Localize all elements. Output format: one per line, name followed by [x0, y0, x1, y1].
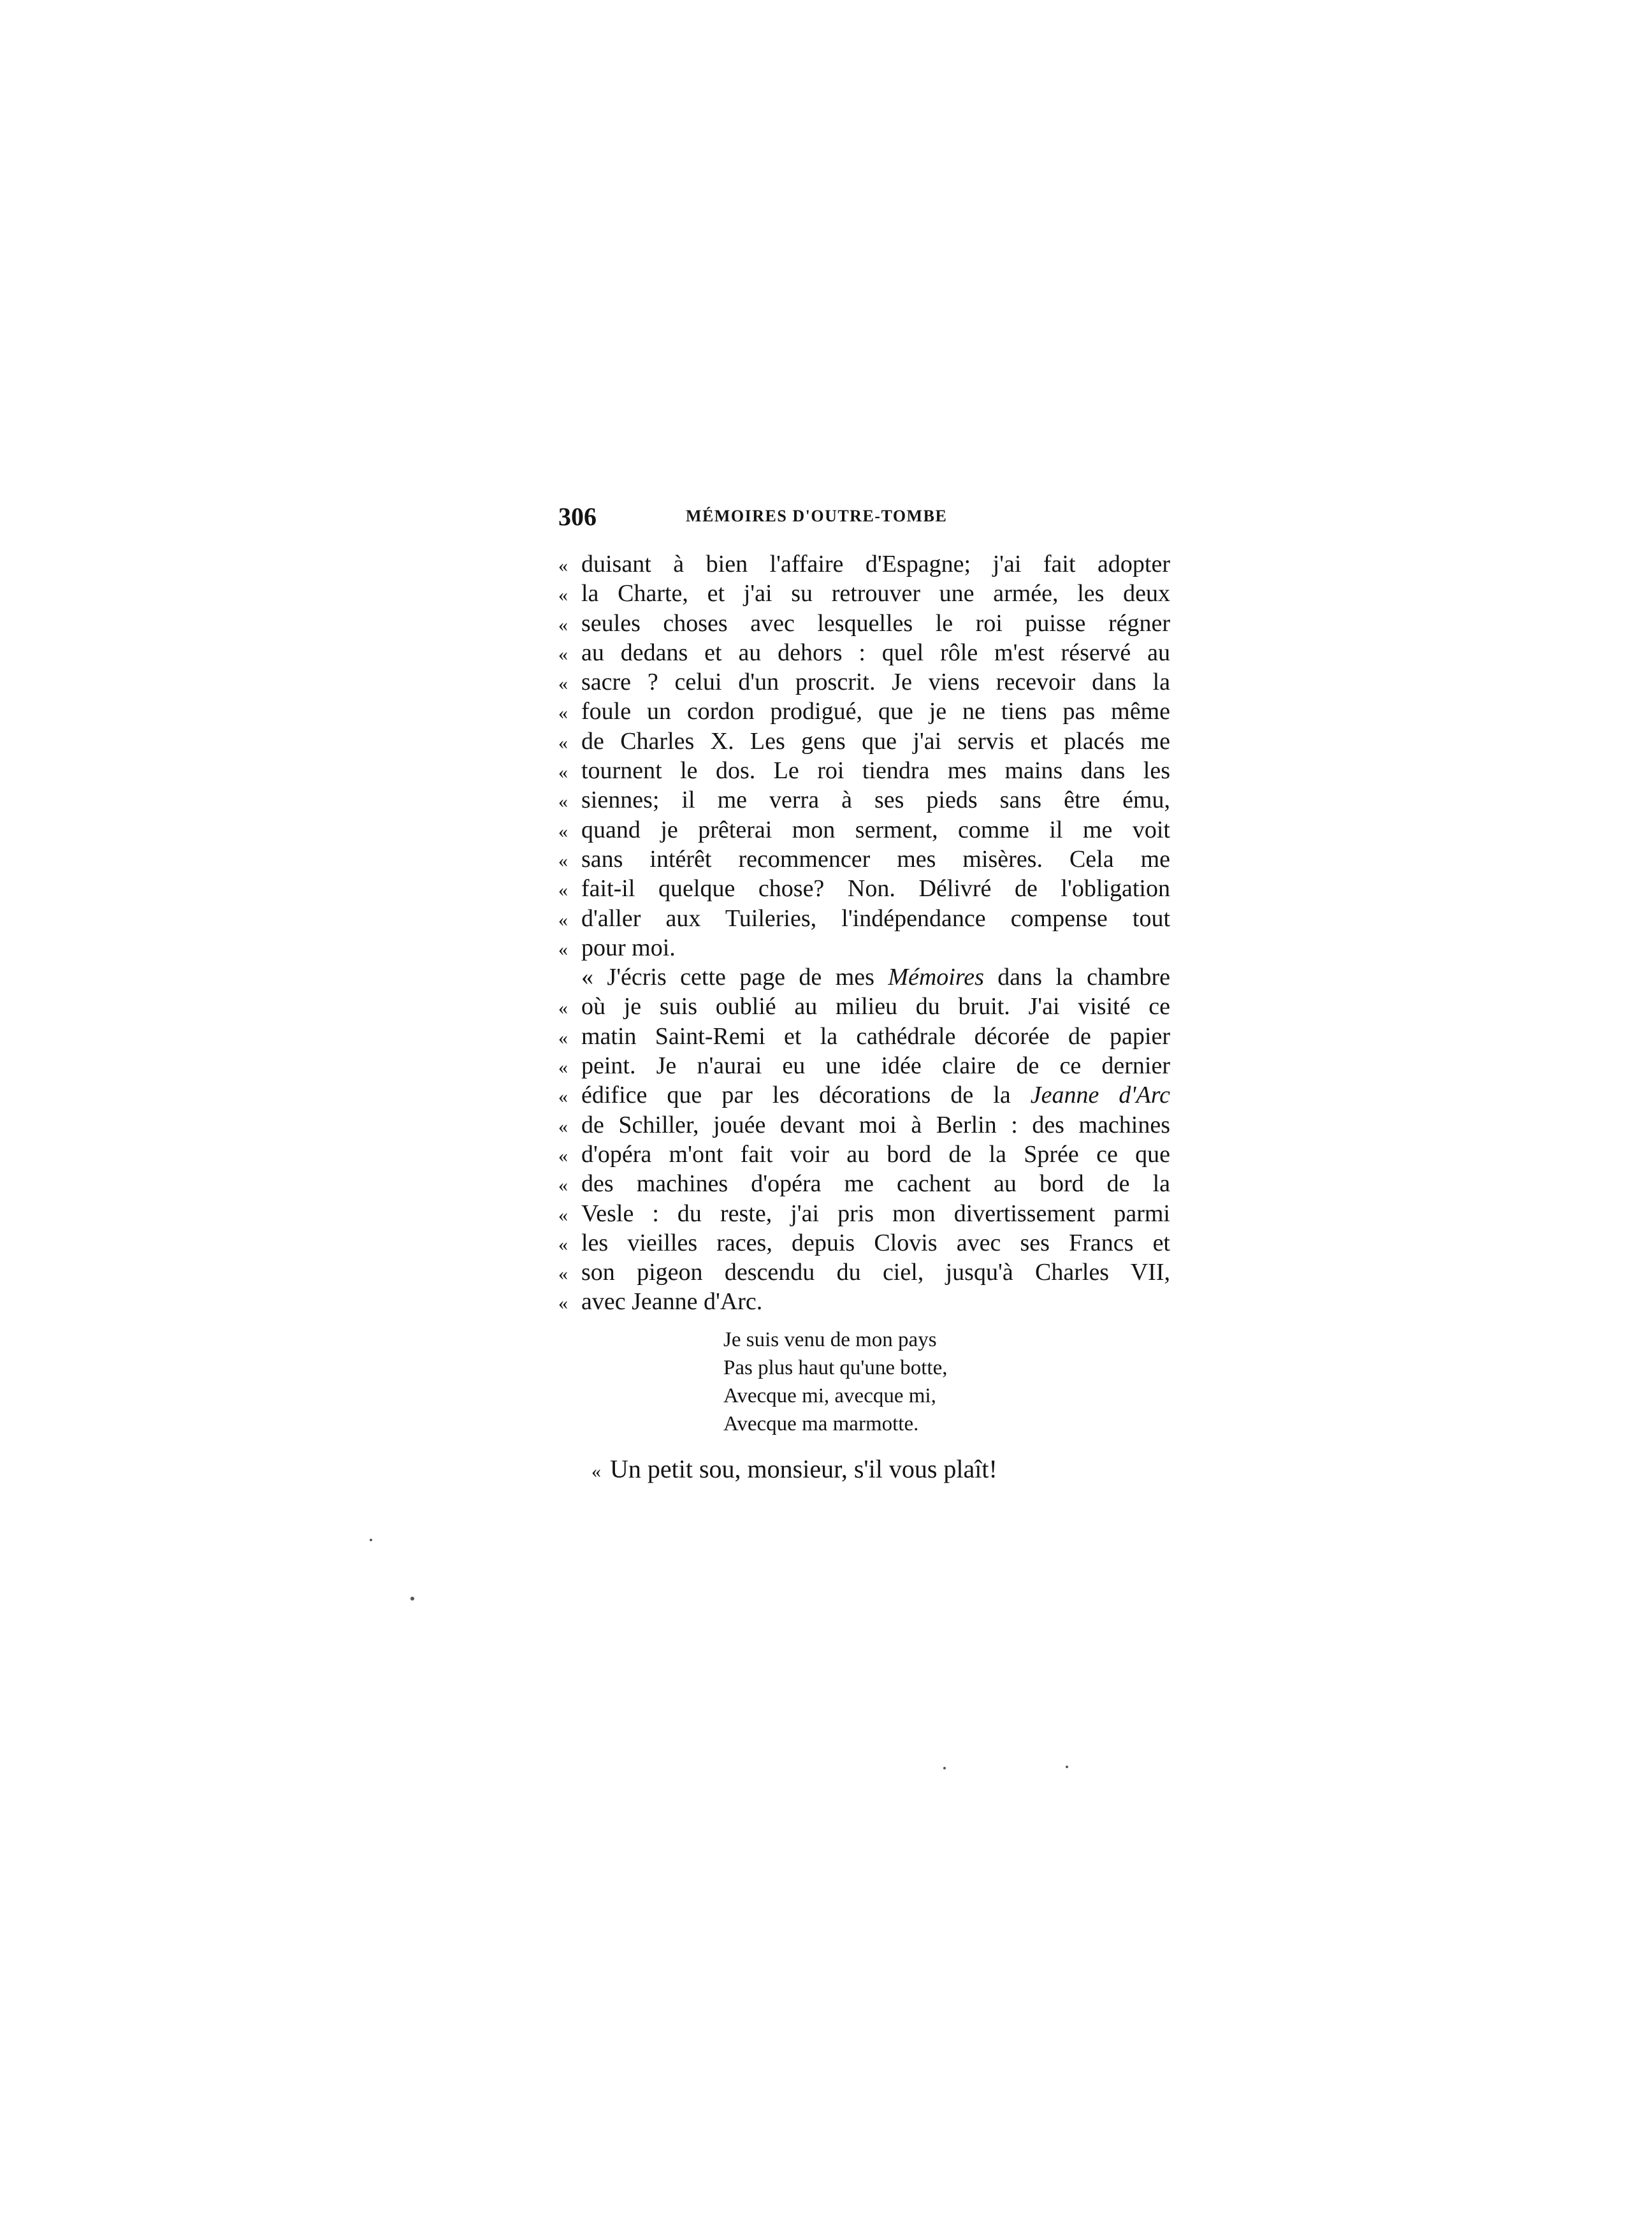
guillemet-mark: « — [558, 762, 568, 783]
running-title: MÉMOIRES D'OUTRE-TOMBE — [686, 507, 948, 525]
paragraph-first-line — [558, 962, 1170, 992]
italic-title: Jeanne d'Arc — [1030, 1082, 1170, 1109]
text-line — [558, 815, 1170, 845]
text-line — [558, 1080, 1170, 1110]
guillemet-mark: « — [558, 1293, 568, 1314]
text-line — [558, 845, 1170, 874]
guillemet-mark: « — [558, 673, 568, 695]
line-text: avec Jeanne d'Arc. — [581, 1288, 763, 1316]
line-text: les vieilles races, depuis Clovis avec ses Francs et — [581, 1229, 1170, 1256]
body-text — [558, 549, 1170, 1317]
scan-speck — [370, 1539, 372, 1541]
text-line — [558, 579, 1170, 608]
text-line — [558, 992, 1170, 1021]
guillemet-mark: « — [558, 1027, 568, 1049]
verse-line: Avecque ma marmotte. — [723, 1412, 919, 1435]
guillemet-mark: « — [558, 820, 568, 842]
guillemet-mark: « — [558, 643, 568, 665]
scan-speck — [410, 1597, 414, 1601]
line-text: fait-il quelque chose? Non. Délivré de l'obligation — [581, 875, 1170, 903]
line-text — [581, 1080, 1170, 1110]
line-text — [581, 962, 1170, 992]
text-line — [558, 727, 1170, 756]
line-text: sacre ? celui d'un proscrit. Je viens recevoir dans la — [581, 669, 1170, 696]
page-header — [558, 501, 1170, 533]
closing-text: Un petit sou, monsieur, s'il vous plaît! — [610, 1455, 997, 1483]
verse-line: Avecque mi, avecque mi, — [723, 1384, 936, 1407]
text-line — [558, 1169, 1170, 1198]
guillemet-mark: « — [558, 702, 568, 724]
text-line — [558, 1140, 1170, 1169]
text-line — [558, 1051, 1170, 1080]
text-line — [558, 933, 1170, 962]
line-text: Vesle : du reste, j'ai pris mon divertissement parmi — [581, 1200, 1170, 1227]
guillemet-mark: « — [558, 1204, 568, 1226]
guillemet-mark: « — [558, 1115, 568, 1137]
line-text: peint. Je n'aurai eu une idée claire de ce dernier — [581, 1052, 1170, 1080]
line-text: matin Saint-Remi et la cathédrale décorée de papier — [581, 1022, 1170, 1050]
line-text: de Charles X. Les gens que j'ai servis et placés me — [581, 727, 1170, 755]
line-text: quand je prêterai mon serment, comme il me voit — [581, 816, 1170, 843]
guillemet-mark: « — [558, 1057, 568, 1078]
line-text: duisant à bien l'affaire d'Espagne; j'ai fait adopter — [581, 551, 1170, 577]
text-line — [558, 874, 1170, 903]
guillemet-mark: « — [558, 850, 568, 871]
verse-stanza — [723, 1326, 948, 1438]
text-line — [558, 1287, 1170, 1316]
text-line — [558, 667, 1170, 697]
line-text: seules choses avec lesquelles le roi puisse régner — [581, 609, 1170, 637]
line-text: son pigeon descendu du ciel, jusqu'à Charles VII, — [581, 1259, 1170, 1286]
guillemet-mark: « — [558, 998, 568, 1019]
text-line — [558, 549, 1170, 579]
line-text: de Schiller, jouée devant moi à Berlin : des machines — [581, 1111, 1170, 1138]
text-line — [558, 1258, 1170, 1287]
closing-quote-line — [591, 1453, 997, 1488]
guillemet-mark: « — [558, 555, 568, 576]
line-text: foule un cordon prodigué, que je ne tiens pas même — [581, 698, 1170, 725]
verse-line: Je suis venu de mon pays — [723, 1328, 937, 1351]
text-line — [558, 1199, 1170, 1228]
text-line — [558, 904, 1170, 933]
guillemet-mark: « — [558, 1233, 568, 1255]
text-line — [558, 609, 1170, 638]
line-text: pour moi. — [581, 934, 676, 961]
line-text: au dedans et au dehors : quel rôle m'est réservé au — [581, 639, 1170, 666]
guillemet-mark: « — [558, 938, 568, 960]
italic-title: Mémoires — [888, 964, 984, 991]
text-line — [558, 756, 1170, 785]
guillemet-mark: « — [558, 1263, 568, 1285]
guillemet-mark: « — [558, 909, 568, 931]
guillemet-mark: « — [558, 614, 568, 635]
line-text-suffix: dans la chambre — [983, 964, 1170, 991]
guillemet-mark: « — [558, 880, 568, 901]
scan-speck — [943, 1767, 946, 1769]
line-text: siennes; il me verra à ses pieds sans être ému, — [581, 787, 1170, 814]
line-text: tournent le dos. Le roi tiendra mes mains dans les — [581, 757, 1170, 785]
text-line — [558, 785, 1170, 815]
line-text-prefix: « J'écris cette page de mes — [581, 964, 888, 991]
page-number: 306 — [558, 502, 597, 531]
text-line — [558, 1228, 1170, 1258]
scan-speck — [1066, 1766, 1068, 1768]
guillemet-mark: « — [558, 732, 568, 753]
guillemet-mark: « — [558, 1086, 568, 1108]
guillemet-mark: « — [558, 791, 568, 813]
line-text: la Charte, et j'ai su retrouver une armée, les deux — [581, 580, 1170, 607]
line-text: sans intérêt recommencer mes misères. Cela me — [581, 845, 1170, 873]
line-text-prefix: édifice que par les décorations de la — [581, 1082, 1031, 1109]
guillemet-mark: « — [558, 1145, 568, 1166]
verse-line: Pas plus haut qu'une botte, — [723, 1356, 948, 1379]
guillemet-mark: « — [591, 1461, 601, 1482]
text-line — [558, 1110, 1170, 1140]
text-line — [558, 697, 1170, 726]
guillemet-mark: « — [558, 584, 568, 606]
text-line — [558, 1022, 1170, 1051]
text-line — [558, 638, 1170, 667]
line-text: des machines d'opéra me cachent au bord de la — [581, 1170, 1170, 1198]
line-text: d'opéra m'ont fait voir au bord de la Sprée ce que — [581, 1140, 1170, 1168]
guillemet-mark: « — [558, 1175, 568, 1196]
line-text: d'aller aux Tuileries, l'indépendance compense tout — [581, 904, 1170, 932]
line-text: où je suis oublié au milieu du bruit. J'ai visité ce — [581, 993, 1170, 1020]
